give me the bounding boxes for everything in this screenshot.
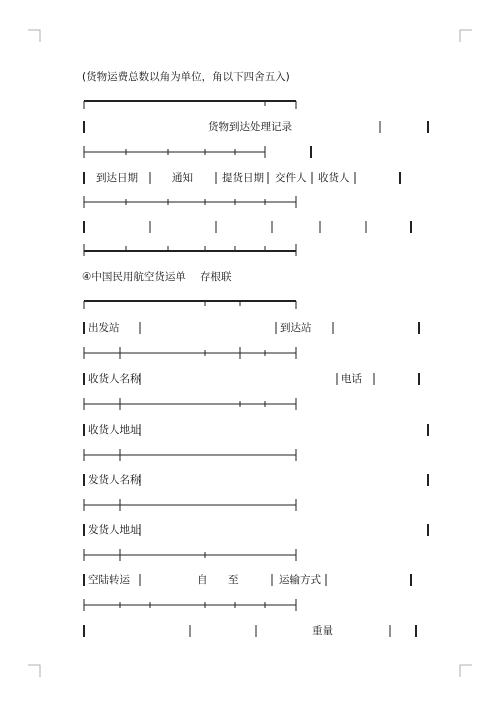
transport-mode-label: 运输方式: [279, 574, 321, 586]
to-label: 至: [228, 574, 239, 586]
consignee-address-label: 收货人地址: [88, 424, 141, 436]
consignee-name-label: 收货人名称: [88, 373, 141, 385]
phone-label: 电话: [341, 373, 362, 385]
departure-station-label: 出发站: [88, 322, 120, 334]
column-handover-person: 交件人: [275, 172, 307, 184]
freight-rounding-note: (货物运费总数以角为单位，角以下四舍五入): [82, 71, 290, 83]
weight-label: 重量: [312, 625, 333, 637]
column-pickup-date: 提货日期: [222, 172, 264, 184]
waybill-title: ④中国民用航空货运单: [82, 271, 186, 283]
air-land-transfer-label: 空陆转运: [88, 574, 130, 586]
shipper-address-label: 发货人地址: [88, 524, 141, 536]
shipper-name-label: 发货人名称: [88, 474, 141, 486]
column-receiver: 收货人: [318, 172, 350, 184]
from-label: 自: [197, 574, 208, 586]
arrival-station-label: 到达站: [280, 322, 312, 334]
column-notice: 通知: [172, 172, 193, 184]
stub-copy-label: 存根联: [200, 271, 232, 283]
column-arrival-date: 到达日期: [96, 172, 138, 184]
arrival-record-title: 货物到达处理记录: [208, 121, 292, 133]
